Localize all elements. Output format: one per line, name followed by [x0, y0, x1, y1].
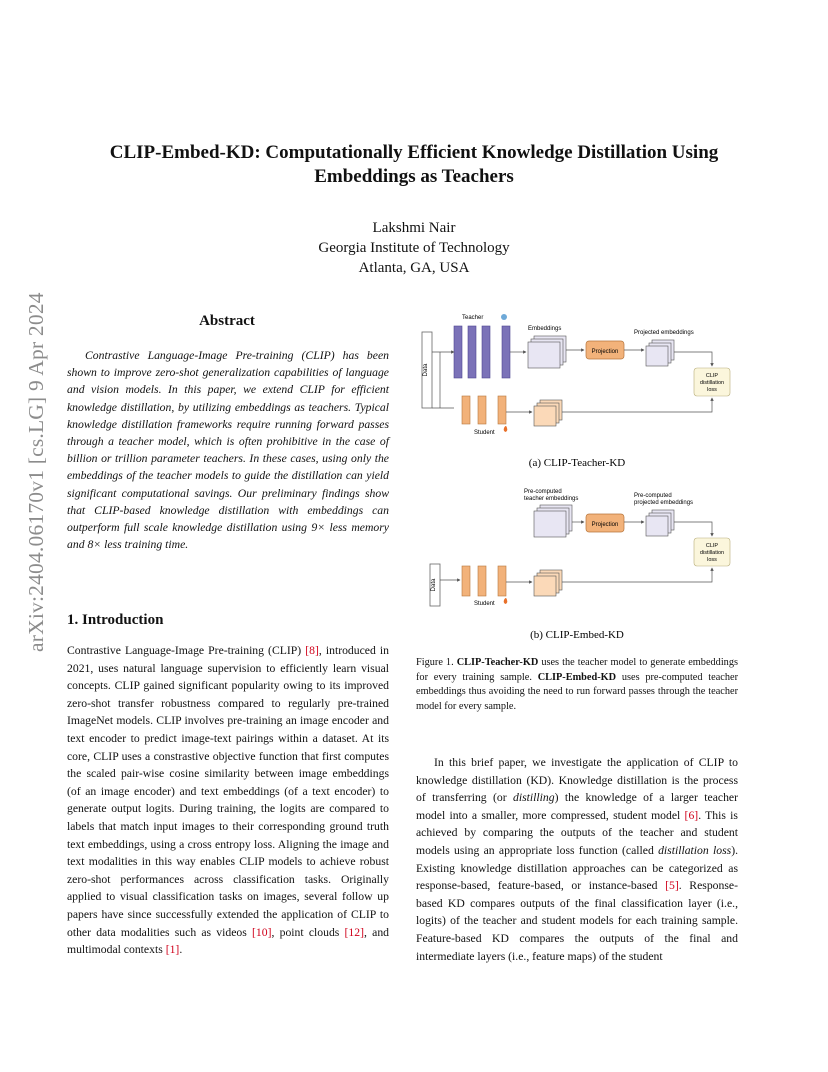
abstract-text: Contrastive Language-Image Pre-training (CLIP) has been shown to improve zero-shot generalization capabilities of language and vision models. In this paper, we extend CLIP for efficient knowledge distillation, by utilizing embeddings as teachers. Typical knowledge distillation frameworks require running forward passes through a teacher model, which is often prohibitive in the case of billion or trillion parameter teachers. In these cases, using only the embeddings of the teacher models to guide the distillation can yield significant computational savings. Our preliminary findings show that CLIP-based knowledge distillation with embeddings can outperform full scale knowledge distillation using 9× less memory and 8× less training time.: [67, 349, 389, 552]
introduction-paragraph: Contrastive Language-Image Pre-training (CLIP) [8], introduced in 2021, uses natural language supervision to efficiently learn visual concepts. CLIP gained significant popularity owing to its improved zero-shot transfer robustness compared to regularly pre-trained ImageNet models. CLIP involves pre-training an image encoder and text encoder to predict image-text pairings within a dataset. At its core, CLIP uses a constrastive objective function that first computes the scaled pair-wise cosine similarity between image embeddings (of an image encoder) and text embeddings (of a text encoder) to generate output logits. During training, the logits are compared to labels that match input images to their corresponding ground truth text embeddings, using a cross entropy loss. Aligning the image and text modalities in this way enables CLIP models to achieve robust zero-shot performances across classification tasks. Originally applied to visual classification tasks on images, several follow up papers have since successfully extended the application of CLIP to other data modalities such as videos [10], point clouds [12], and multimodal contexts [1].: [67, 644, 390, 957]
snowflake-icon: [501, 314, 507, 320]
citation-link[interactable]: [6]: [684, 808, 699, 822]
student-layer: [498, 396, 506, 424]
abstract-heading: Abstract: [199, 313, 255, 329]
student-layer: [478, 566, 486, 596]
arxiv-id-text: arXiv:2404.06170v1 [cs.LG] 9 Apr 2024: [24, 292, 48, 652]
author-affiliation: Georgia Institute of Technology: [318, 240, 510, 256]
student-label: Student: [474, 601, 495, 607]
figure-b: [430, 489, 730, 641]
author-name: Lakshmi Nair: [372, 220, 456, 236]
paper-title: [70, 141, 758, 189]
figure-1-diagram: [416, 308, 738, 648]
citation-link[interactable]: [1]: [165, 943, 180, 957]
svg-text:CLIP: CLIP: [705, 543, 719, 549]
student-label: Student: [474, 430, 495, 436]
svg-text:distillation: distillation: [699, 380, 725, 386]
teacher-layer: [502, 326, 510, 378]
teacher-layer: [468, 326, 476, 378]
section-heading-introduction: 1. Introduction: [67, 612, 164, 628]
teacher-label: Teacher: [462, 315, 484, 321]
svg-text:loss: loss: [707, 387, 717, 393]
citation-link[interactable]: [5]: [665, 879, 679, 893]
citation-link[interactable]: [12]: [344, 925, 365, 939]
arxiv-side-stamp: [22, 292, 50, 652]
precomputed-teacher-embeddings-label: teacher embeddings: [524, 496, 579, 502]
citation-link[interactable]: [8]: [305, 644, 319, 657]
student-embeddings-stack: [534, 576, 556, 596]
data-label: Data: [431, 578, 437, 592]
student-layer: [462, 566, 470, 596]
svg-text:loss: loss: [707, 557, 717, 563]
embeddings-stack: [528, 342, 560, 368]
student-layer: [462, 396, 470, 424]
precomputed-embeddings-stack: [534, 511, 566, 537]
svg-text:distillation: distillation: [699, 550, 725, 556]
embeddings-label: Embeddings: [528, 326, 562, 332]
precomputed-projected-embeddings-label: projected embeddings: [634, 500, 694, 506]
teacher-layer: [482, 326, 490, 378]
fire-icon: [504, 426, 508, 432]
data-label: Data: [423, 363, 429, 377]
projected-embeddings-stack: [646, 346, 668, 366]
author-location: Atlanta, GA, USA: [358, 260, 470, 276]
svg-text:Pre-computed: Pre-computed: [524, 489, 562, 495]
title-line-1: CLIP-Embed-KD: Computationally Efficient Knowledge Distillation Using: [109, 142, 719, 163]
fire-icon: [504, 598, 508, 604]
student-layer: [478, 396, 486, 424]
author-block: [200, 218, 628, 278]
citation-link[interactable]: [10]: [252, 925, 272, 939]
svg-text:CLIP: CLIP: [705, 373, 719, 379]
svg-text:Pre-computed: Pre-computed: [634, 493, 672, 499]
projected-embeddings-label: Projected embeddings: [634, 330, 694, 336]
projection-label: Projection: [591, 349, 619, 355]
teacher-layer: [454, 326, 462, 378]
subfigure-b-label: (b) CLIP-Embed-KD: [530, 629, 624, 641]
projected-embeddings-stack: [646, 516, 668, 536]
projection-label: Projection: [591, 522, 619, 528]
right-column-paragraph: In this brief paper, we investigate the application of CLIP to knowledge distillation (KD). Knowledge distillation is the process of transferring (or distilling) the knowledge of a larger teacher model into a smaller, more compressed, student model [6]. This is achieved by comparing the outputs of the teacher and student models using an appropriate loss function (called distillation loss). Existing knowledge distillation approaches can be categorized as response-based, feature-based, or instance-based [5]. Response-based KD compares outputs of the final classification layer (i.e., logits) of the teacher and student models for each training sample. Feature-based KD compares the outputs of the final and intermediate layers (i.e., feature maps) of the student: [416, 756, 739, 963]
subfigure-a-label: (a) CLIP-Teacher-KD: [528, 457, 626, 469]
student-layer: [498, 566, 506, 596]
student-embeddings-stack: [534, 406, 556, 426]
title-line-2: Embeddings as Teachers: [314, 166, 514, 187]
figure-a: [422, 314, 730, 469]
figure-1-caption: Figure 1. CLIP-Teacher-KD uses the teacher model to generate embeddings for every training sample. CLIP-Embed-KD uses pre-computed teacher embeddings thus avoiding the need to run forward passes through the teacher model for every sample.: [416, 657, 739, 712]
